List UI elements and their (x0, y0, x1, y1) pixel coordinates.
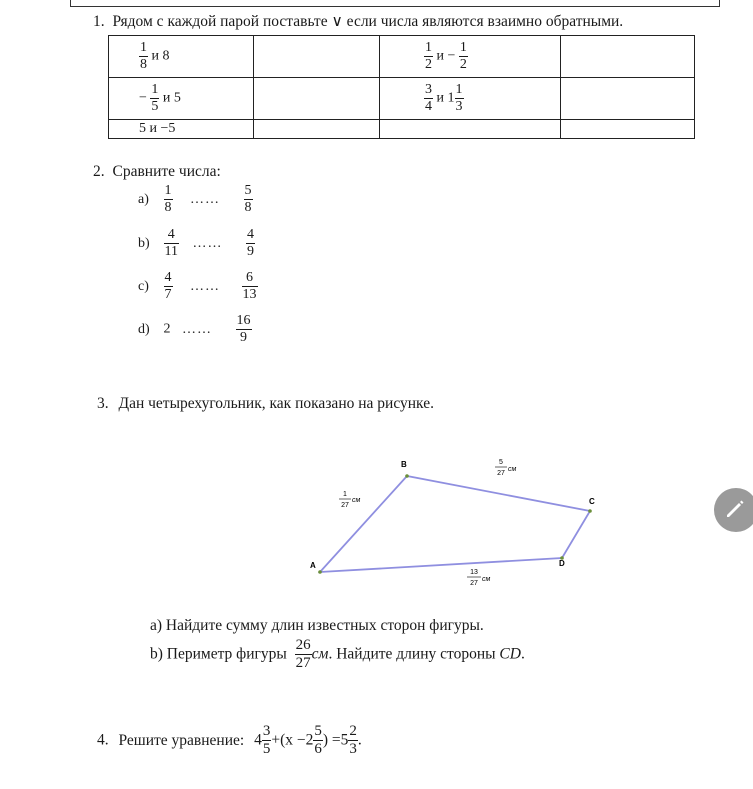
task3-question-a: a) Найдите сумму длин известных сторон фигуры. (150, 617, 484, 634)
fraction: $\frac{1}{5}$ (151, 82, 159, 114)
minus-sign: − (447, 48, 456, 64)
fraction: $\frac{26}{27}$ (295, 637, 311, 671)
operator-text: +(x − (271, 731, 306, 749)
side-ad-num: 13 (470, 569, 478, 576)
number-text: 5 (173, 90, 181, 106)
item-label: d) (138, 321, 150, 337)
conj-text: и (162, 90, 171, 106)
period: . (357, 731, 362, 749)
task1-text: Рядом с каждой парой поставьте ∨ если числа являются взаимно обратными. (112, 13, 624, 30)
compare-dots[interactable]: …… (182, 321, 212, 337)
number-text: 8 (162, 48, 170, 64)
operator-text: ) = (322, 731, 341, 749)
compare-dots[interactable]: …… (190, 191, 220, 207)
fraction: $\frac{6}{13}$ (242, 270, 257, 302)
fraction: $\frac{1}{8}$ (164, 183, 172, 215)
vertex-c (588, 509, 592, 513)
point-label-c: C (589, 497, 595, 506)
task1-number: 1. (93, 13, 105, 30)
whole-part: 4 (254, 731, 262, 749)
table-row (109, 120, 695, 139)
side-ab-num: 1 (343, 491, 347, 498)
task3-text: Дан четырехугольник, как показано на рисунке. (118, 395, 434, 412)
fraction: $\frac{4}{7}$ (164, 270, 172, 302)
fraction: $\frac{5}{8}$ (244, 183, 252, 215)
task4-text: Решите уравнение: (118, 731, 245, 749)
header-label (75, 0, 103, 2)
fraction: $\frac{1}{8}$ (140, 40, 147, 72)
fraction: $\frac{16}{9}$ (236, 313, 251, 345)
vertex-b (405, 474, 409, 478)
side-ad-den: 27 (470, 580, 478, 587)
empty-cell (561, 120, 695, 139)
fraction: $\frac{1}{3}$ (455, 82, 463, 114)
compare-dots[interactable]: …… (190, 278, 220, 294)
side-ab-unit: см (352, 497, 361, 504)
point-label-b: B (401, 460, 407, 469)
point-label-d: D (559, 559, 565, 568)
task4-line (97, 724, 362, 757)
compare-row-b (138, 228, 255, 259)
number-text: 2 (163, 321, 171, 337)
side-bc-den: 27 (497, 470, 505, 477)
task1-heading (93, 12, 623, 31)
side-bc-num: 5 (499, 459, 503, 466)
table-row (109, 36, 695, 78)
question-b-prefix: b) Периметр фигуры (150, 645, 287, 663)
side-ad-unit: см (482, 576, 491, 583)
compare-row-d (138, 314, 252, 345)
point-label-a: A (310, 561, 316, 570)
whole-part: 2 (305, 731, 314, 749)
unit-text: см (311, 645, 329, 663)
pair-cell (109, 78, 254, 120)
task2-heading (93, 163, 221, 181)
conj-text: и (436, 48, 444, 64)
pair-cell (109, 120, 254, 139)
vertex-a (318, 570, 322, 574)
edit-button[interactable] (714, 488, 753, 532)
fraction: $\frac{4}{11}$ (164, 227, 178, 259)
task2-text: Сравните числа: (112, 163, 221, 180)
item-label: c) (138, 278, 149, 294)
answer-cell[interactable] (561, 36, 695, 78)
table-row (109, 78, 695, 120)
pencil-icon (724, 498, 746, 520)
answer-cell[interactable] (561, 78, 695, 120)
task3-number: 3. (97, 395, 109, 412)
fraction: $\frac{1}{2}$ (459, 40, 467, 72)
quadrilateral-figure (300, 450, 610, 600)
header-box (70, 0, 720, 7)
item-label: b) (138, 235, 150, 251)
conj-text: и (151, 48, 159, 64)
question-b-suffix: . Найдите длину стороны (328, 645, 496, 663)
answer-cell[interactable] (254, 120, 380, 139)
empty-cell (380, 120, 561, 139)
whole-part: 1 (447, 90, 455, 106)
compare-dots[interactable]: …… (192, 235, 223, 251)
item-label: a) (138, 191, 149, 207)
whole-part: 5 (340, 731, 349, 749)
period: . (520, 645, 525, 663)
side-name: CD (499, 645, 521, 663)
fraction: $\frac{5}{6}$ (314, 723, 322, 757)
fraction: $\frac{4}{9}$ (246, 227, 254, 259)
side-ab-den: 27 (341, 502, 349, 509)
compare-row-a (138, 184, 253, 215)
pair-cell (109, 36, 254, 78)
conj-text: и (436, 90, 444, 106)
task2-number: 2. (93, 163, 105, 180)
fraction: $\frac{3}{5}$ (262, 723, 271, 757)
task4-number: 4. (97, 731, 109, 749)
answer-cell[interactable] (254, 78, 380, 120)
fraction: $\frac{1}{2}$ (425, 40, 432, 72)
task1-table (108, 35, 695, 139)
fraction: $\frac{3}{4}$ (425, 82, 432, 114)
minus-sign: − (139, 90, 147, 106)
side-bc-unit: см (508, 466, 517, 473)
task3-heading (97, 395, 434, 413)
fraction: $\frac{2}{3}$ (349, 723, 357, 757)
pair-cell (380, 78, 561, 120)
task3-question-b (150, 638, 525, 671)
equation (254, 723, 362, 757)
answer-cell[interactable] (254, 36, 380, 78)
pair-cell (380, 36, 561, 78)
quadrilateral-abcd (320, 476, 590, 572)
pair-text: 5 и −5 (139, 121, 176, 136)
compare-row-c (138, 271, 258, 302)
